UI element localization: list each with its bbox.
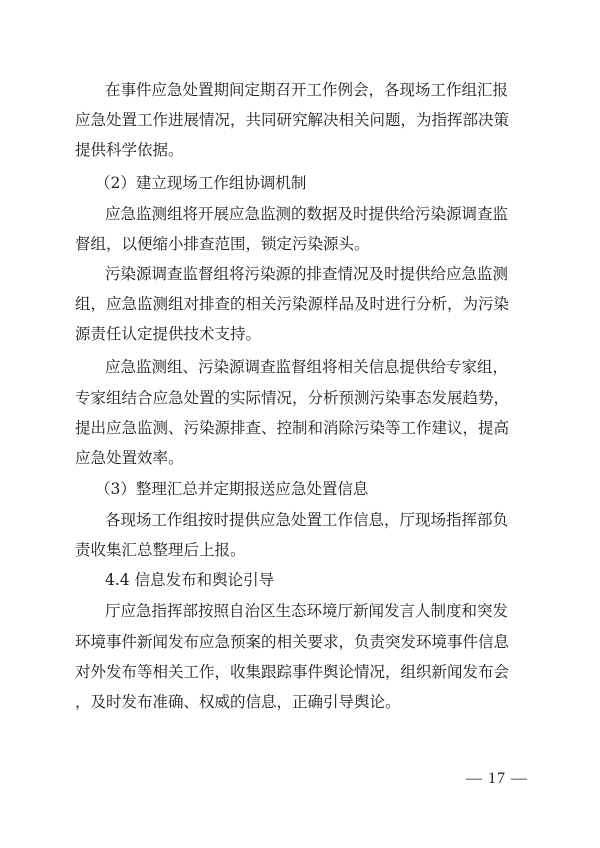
text-line: 应急处置工作进展情况，共同研究解决相关问题，为指挥部决策 (75, 111, 510, 129)
text-line: 对外发布等相关工作，收集跟踪事件舆论情况，组织新闻发布会 (75, 663, 510, 681)
text-line: ，及时发布准确、权威的信息，正确引导舆论。 (75, 693, 401, 711)
text-line: 督组，以便缩小排查范围，锁定污染源头。 (75, 235, 370, 253)
section-heading: 4.4 信息发布和舆论引导 (105, 571, 275, 589)
page-number: — 17 — (466, 770, 528, 787)
text-line: 应急监测组、污染源调查监督组将相关信息提供给专家组， (105, 358, 509, 376)
text-line: 污染源调查监督组将污染源的排查情况及时提供给应急监测 (105, 265, 509, 283)
text-line: 专家组结合应急处置的实际情况，分析预测污染事态发展趋势， (75, 389, 510, 407)
text-line: 各现场工作组按时提供应急处置工作信息，厅现场指挥部负 (105, 511, 509, 529)
text-line: 在事件应急处置期间定期召开工作例会，各现场工作组汇报 (105, 81, 509, 99)
text-line: 提供科学依据。 (75, 141, 184, 159)
text-line: 厅应急指挥部按照自治区生态环境厅新闻发言人制度和突发 (105, 602, 509, 620)
text-line: 提出应急监测、污染源排查、控制和消除污染等工作建议，提高 (75, 419, 510, 437)
text-line: 环境事件新闻发布应急预案的相关要求，负责突发环境事件信息 (75, 633, 510, 651)
section-heading: （3）整理汇总并定期报送应急处置信息 (95, 480, 369, 498)
text-line: 应急处置效率。 (75, 449, 184, 467)
text-line: 应急监测组将开展应急监测的数据及时提供给污染源调查监 (105, 205, 509, 223)
text-line: 组，应急监测组对排查的相关污染源样品及时进行分析，为污染 (75, 295, 510, 313)
text-line: 源责任认定提供技术支持。 (75, 325, 262, 343)
text-line: 责收集汇总整理后上报。 (75, 541, 246, 559)
section-heading: （2）建立现场工作组协调机制 (95, 174, 307, 192)
